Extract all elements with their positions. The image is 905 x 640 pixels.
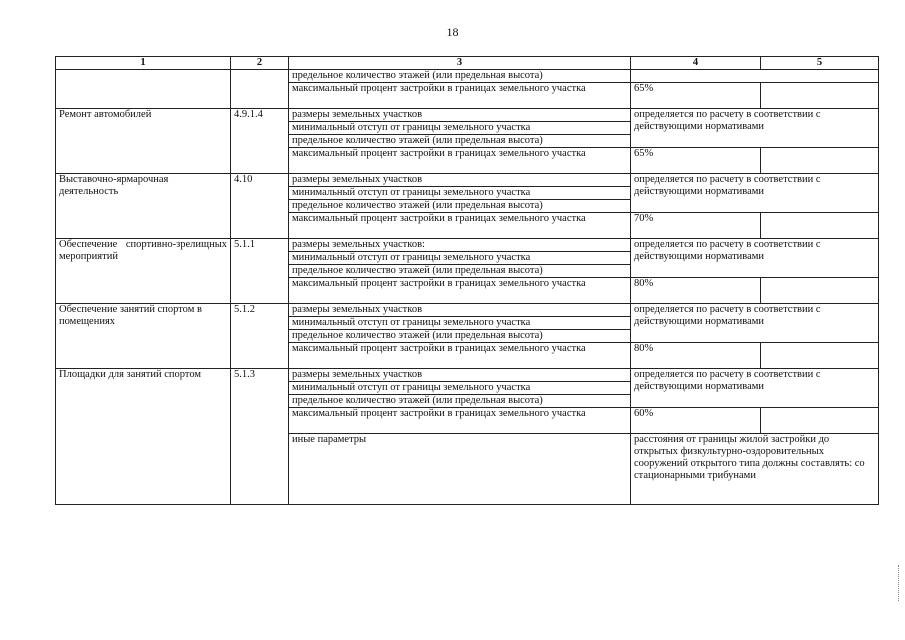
table-row	[56, 304, 879, 317]
use-code: 5.1.1	[231, 239, 289, 304]
param-cell: максимальный процент застройки в границах земельного участка	[289, 278, 631, 304]
param-cell: максимальный процент застройки в границах земельного участка	[289, 408, 631, 434]
param-cell: максимальный процент застройки в границах земельного участка	[289, 83, 631, 109]
table-row	[56, 174, 879, 187]
col5-cell	[761, 148, 879, 174]
code-cell	[231, 70, 289, 109]
param-cell: размеры земельных участков:	[289, 239, 631, 252]
param-cell: предельное количество этажей (или предельная высота)	[289, 265, 631, 278]
coverage-value: 70%	[631, 213, 761, 239]
param-cell: минимальный отступ от границы земельного участка	[289, 252, 631, 265]
scan-edge-mark	[898, 565, 901, 601]
use-name: Обеспечение занятий спортом в помещениях	[56, 304, 231, 369]
header-col-5: 5	[761, 57, 879, 70]
use-code: 5.1.3	[231, 369, 289, 505]
param-cell: минимальный отступ от границы земельного участка	[289, 317, 631, 330]
use-cell	[56, 70, 231, 109]
param-cell: размеры земельных участков	[289, 109, 631, 122]
col5-cell	[761, 83, 879, 109]
param-cell: минимальный отступ от границы земельного участка	[289, 187, 631, 200]
param-cell: предельное количество этажей (или предельная высота)	[289, 395, 631, 408]
col5-cell	[761, 213, 879, 239]
calc-note: определяется по расчету в соответствии с действующими нормативами	[631, 239, 879, 278]
table-row	[56, 239, 879, 252]
header-col-1: 1	[56, 57, 231, 70]
col5-cell	[761, 343, 879, 369]
param-cell: минимальный отступ от границы земельного участка	[289, 382, 631, 395]
param-cell: размеры земельных участков	[289, 304, 631, 317]
param-cell: предельное количество этажей (или предельная высота)	[289, 200, 631, 213]
coverage-value: 80%	[631, 278, 761, 304]
header-row	[56, 57, 879, 70]
coverage-value: 65%	[631, 148, 761, 174]
use-name: Выставочно-ярмарочная деятельность	[56, 174, 231, 239]
calc-note: определяется по расчету в соответствии с действующими нормативами	[631, 174, 879, 213]
use-code: 4.10	[231, 174, 289, 239]
page-number: 18	[446, 25, 459, 39]
param-cell: минимальный отступ от границы земельного участка	[289, 122, 631, 135]
param-cell: максимальный процент застройки в границах земельного участка	[289, 148, 631, 174]
calc-note: определяется по расчету в соответствии с действующими нормативами	[631, 109, 879, 148]
header-col-4: 4	[631, 57, 761, 70]
use-name: Площадки для занятий спортом	[56, 369, 231, 505]
table-row	[56, 109, 879, 122]
use-code: 5.1.2	[231, 304, 289, 369]
other-params-label: иные параметры	[289, 434, 631, 505]
coverage-value: 65%	[631, 83, 761, 109]
header-col-3: 3	[289, 57, 631, 70]
use-code: 4.9.1.4	[231, 109, 289, 174]
param-cell: предельное количество этажей (или предельная высота)	[289, 70, 631, 83]
calc-note: определяется по расчету в соответствии с действующими нормативами	[631, 304, 879, 343]
other-params-value: расстояния от границы жилой застройки до открытых физкультурно-оздоровительных сооружений открытого типа должны составлять: со стационарными трибунами	[631, 434, 879, 505]
col5-cell	[761, 408, 879, 434]
param-cell: максимальный процент застройки в границах земельного участка	[289, 213, 631, 239]
calc-note: определяется по расчету в соответствии с действующими нормативами	[631, 369, 879, 408]
use-name: Ремонт автомобилей	[56, 109, 231, 174]
coverage-value: 80%	[631, 343, 761, 369]
header-col-2: 2	[231, 57, 289, 70]
param-cell: предельное количество этажей (или предельная высота)	[289, 135, 631, 148]
param-cell: предельное количество этажей (или предельная высота)	[289, 330, 631, 343]
value-cell	[631, 70, 879, 83]
param-cell: размеры земельных участков	[289, 369, 631, 382]
table-row	[56, 70, 879, 83]
param-cell: размеры земельных участков	[289, 174, 631, 187]
use-name: Обеспечение спортивно-зрелищных мероприятий	[56, 239, 231, 304]
col5-cell	[761, 278, 879, 304]
regulations-table	[55, 56, 879, 505]
coverage-value: 60%	[631, 408, 761, 434]
table-row	[56, 369, 879, 382]
param-cell: максимальный процент застройки в границах земельного участка	[289, 343, 631, 369]
